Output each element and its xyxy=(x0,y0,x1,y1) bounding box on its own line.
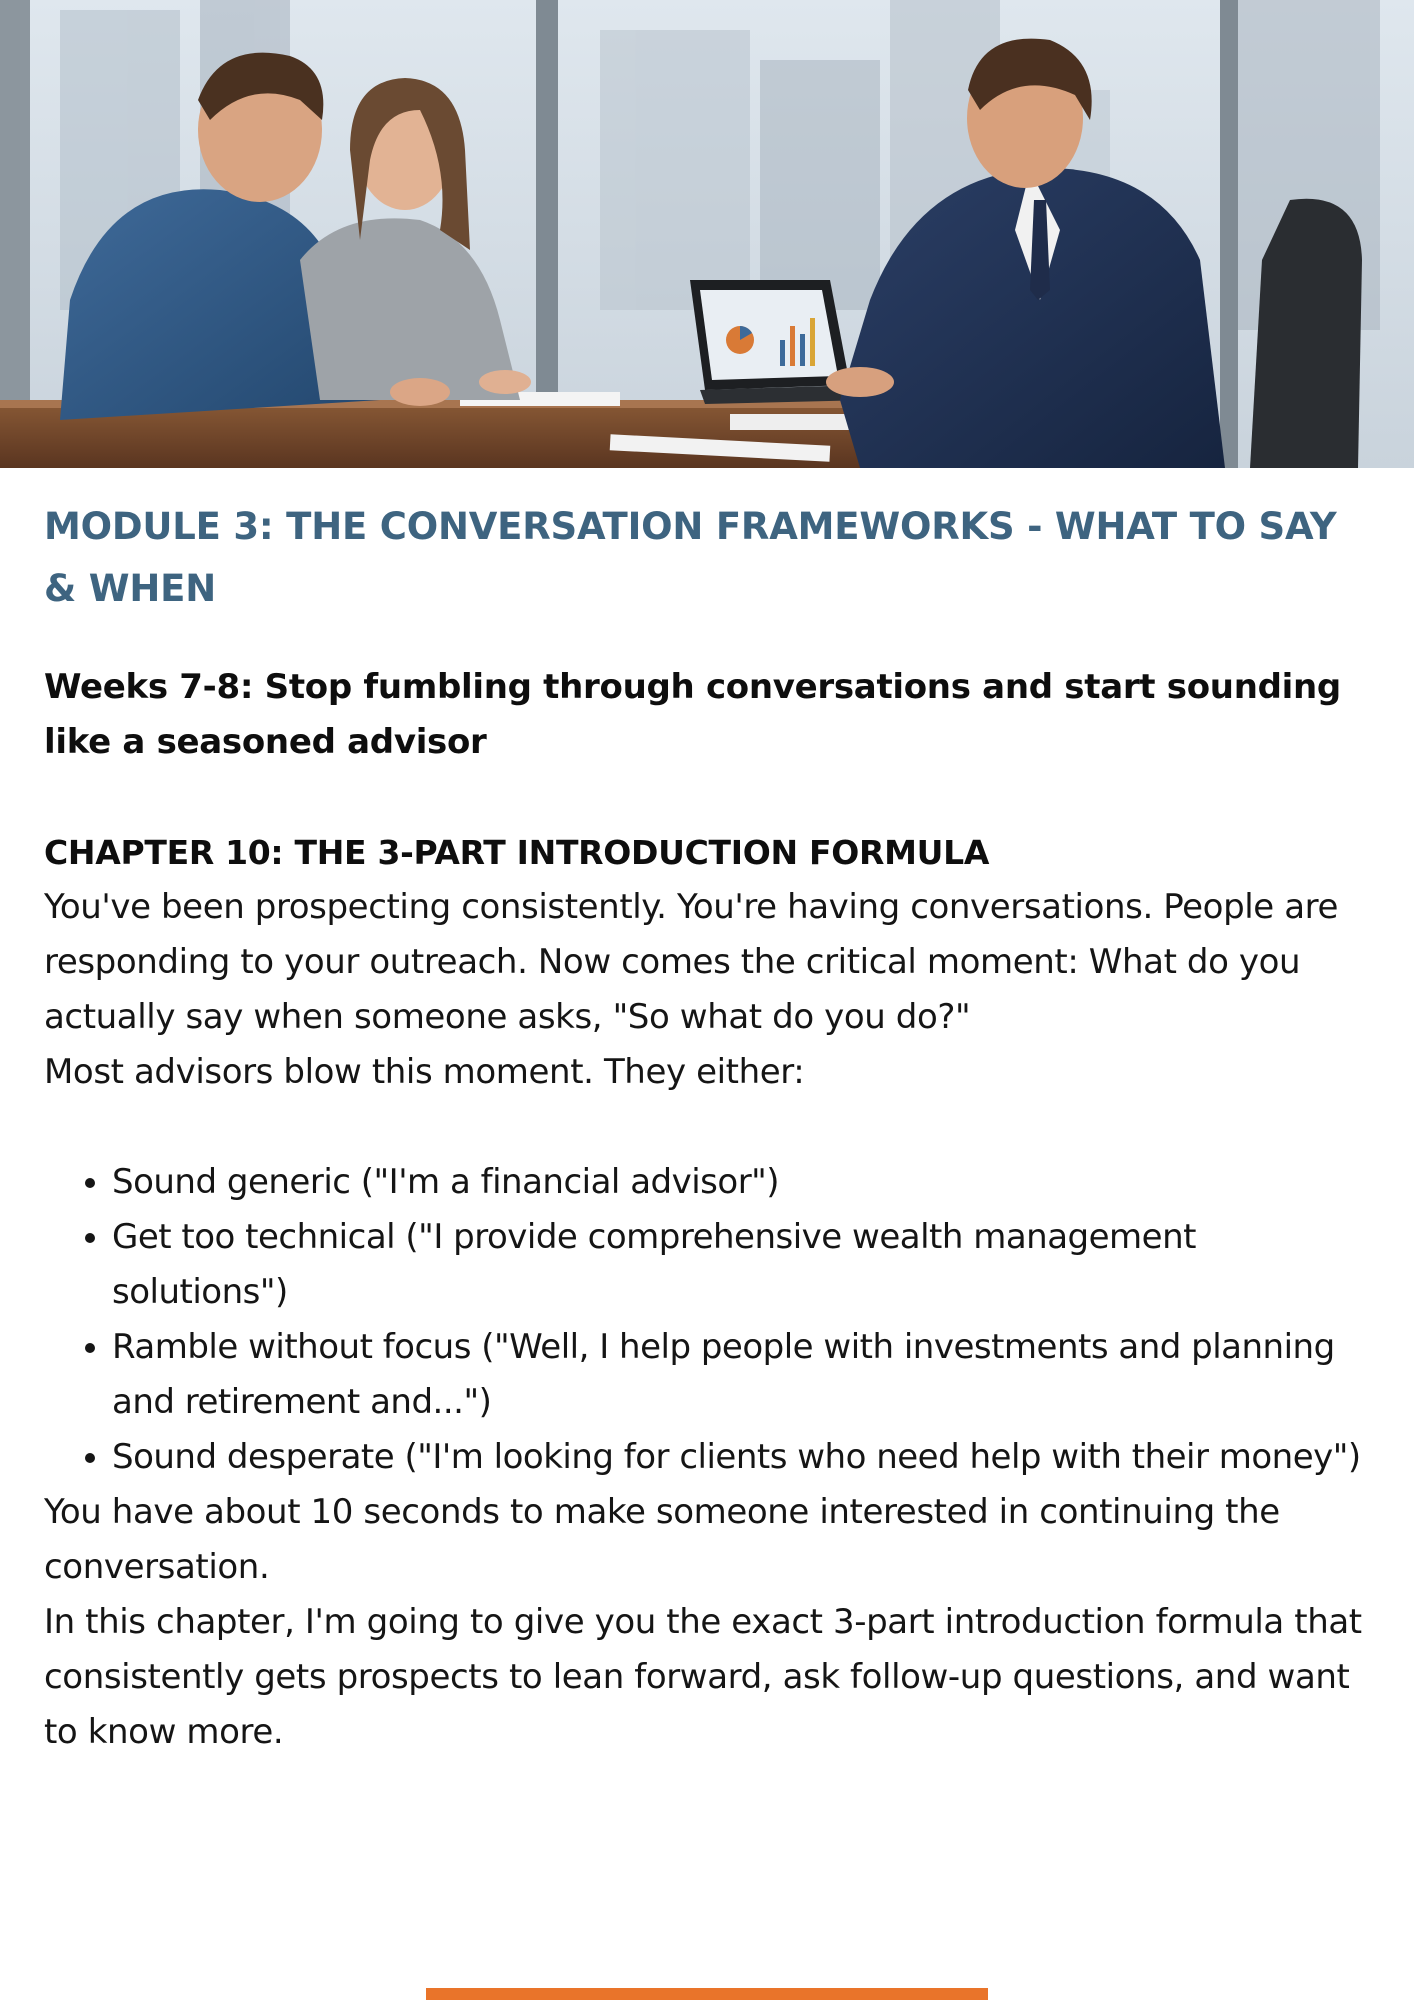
list-item: • Ramble without focus ("Well, I help people with investments and planning and retirement and...") xyxy=(112,1320,1374,1430)
article-content xyxy=(44,496,1374,1760)
mistakes-list xyxy=(44,1155,1374,1485)
module-title: MODULE 3: THE CONVERSATION FRAMEWORKS - WHAT TO SAY & WHEN xyxy=(44,505,1337,610)
list-item: • Get too technical ("I provide comprehensive wealth management solutions") xyxy=(112,1210,1374,1320)
list-item: • Sound generic ("I'm a financial advisor") xyxy=(112,1155,1374,1210)
ten-seconds-paragraph: You have about 10 seconds to make someone interested in continuing the conversation. xyxy=(44,1492,1280,1587)
weeks-subtitle: Weeks 7-8: Stop fumbling through conversations and start sounding like a seasoned advisor xyxy=(44,667,1341,762)
intro-paragraph: You've been prospecting consistently. You're having conversations. People are responding to your outreach. Now comes the critical moment: What do you actually say when someone asks, "So what do you do?" xyxy=(44,887,1339,1037)
accent-bar xyxy=(426,1988,988,2000)
chapter-promise-paragraph: In this chapter, I'm going to give you the exact 3-part introduction formula that consistently gets prospects to lean forward, ask follow-up questions, and want to know more. xyxy=(44,1602,1362,1752)
business-meeting-illustration xyxy=(0,0,1414,468)
chapter-heading: CHAPTER 10: THE 3-PART INTRODUCTION FORMULA xyxy=(44,833,990,872)
list-item: • Sound desperate ("I'm looking for clients who need help with their money") xyxy=(112,1430,1374,1485)
hero-image xyxy=(0,0,1414,468)
lead-in-paragraph: Most advisors blow this moment. They either: xyxy=(44,1052,805,1092)
